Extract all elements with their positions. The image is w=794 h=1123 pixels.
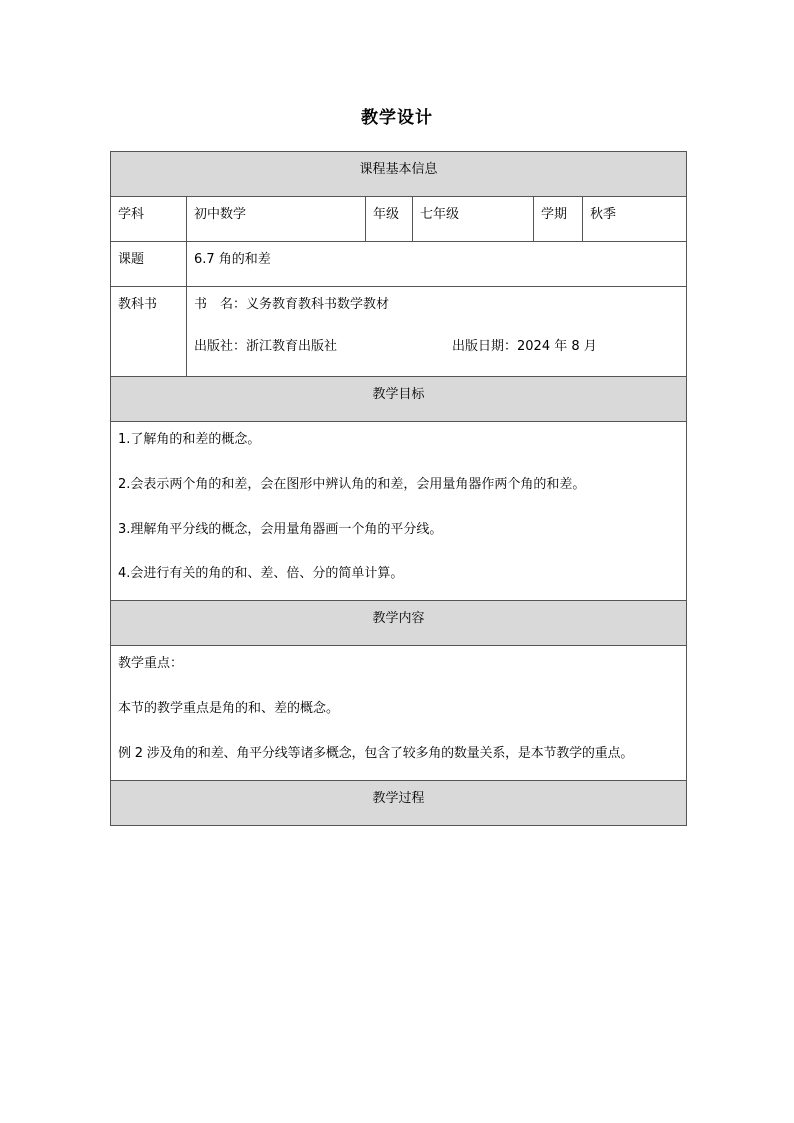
section-row-content (111, 601, 687, 646)
publication-line (194, 339, 679, 355)
content-cell (111, 646, 687, 781)
book-name-line (194, 297, 679, 313)
content-paragraph: 本节的教学重点是角的和、差的概念。 (118, 701, 340, 717)
section-header-process: 教学过程 (111, 780, 687, 825)
grade-label: 年级 (366, 197, 413, 242)
objective-item: 2.会表示两个角的和差，会在图形中辨认角的和差，会用量角器作两个角的和差。 (118, 476, 586, 492)
textbook-row (111, 287, 687, 377)
content-paragraph: 教学重点： (118, 656, 184, 672)
section-row-basic-info (111, 152, 687, 197)
textbook-label: 教科书 (111, 287, 187, 377)
term-label: 学期 (534, 197, 583, 242)
subject-label: 学科 (111, 197, 187, 242)
subject-row (111, 197, 687, 242)
topic-row (111, 242, 687, 287)
objectives-row (111, 422, 687, 601)
section-header-objectives: 教学目标 (111, 377, 687, 422)
lesson-plan-table (110, 151, 687, 826)
section-header-content: 教学内容 (111, 601, 687, 646)
publish-date: 出版日期：2024 年 8 月 (452, 338, 597, 354)
topic-value: 6.7 角的和差 (187, 242, 687, 287)
publisher: 出版社：浙江教育出版社 (194, 338, 338, 354)
section-header-basic-info: 课程基本信息 (111, 152, 687, 197)
term-value: 秋季 (583, 197, 687, 242)
objectives-cell (111, 422, 687, 601)
topic-label: 课题 (111, 242, 187, 287)
objective-item: 3.理解角平分线的概念，会用量角器画一个角的平分线。 (118, 521, 443, 537)
section-row-process (111, 780, 687, 825)
content-paragraph: 例 2 涉及角的和差、角平分线等诸多概念，包含了较多角的数量关系，是本节教学的重点。 (118, 745, 634, 761)
content-row (111, 646, 687, 781)
subject-value: 初中数学 (187, 197, 366, 242)
objective-item: 1.了解角的和差的概念。 (118, 432, 261, 447)
document-title: 教学设计 (361, 108, 433, 128)
book-name-label: 书 名： (194, 297, 247, 312)
section-row-objectives (111, 377, 687, 422)
objective-item: 4.会进行有关的角的和、差、倍、分的简单计算。 (118, 566, 404, 582)
grade-value: 七年级 (413, 197, 534, 242)
textbook-info (187, 287, 687, 377)
book-name-value: 义务教育教科书数学教材 (246, 297, 390, 312)
